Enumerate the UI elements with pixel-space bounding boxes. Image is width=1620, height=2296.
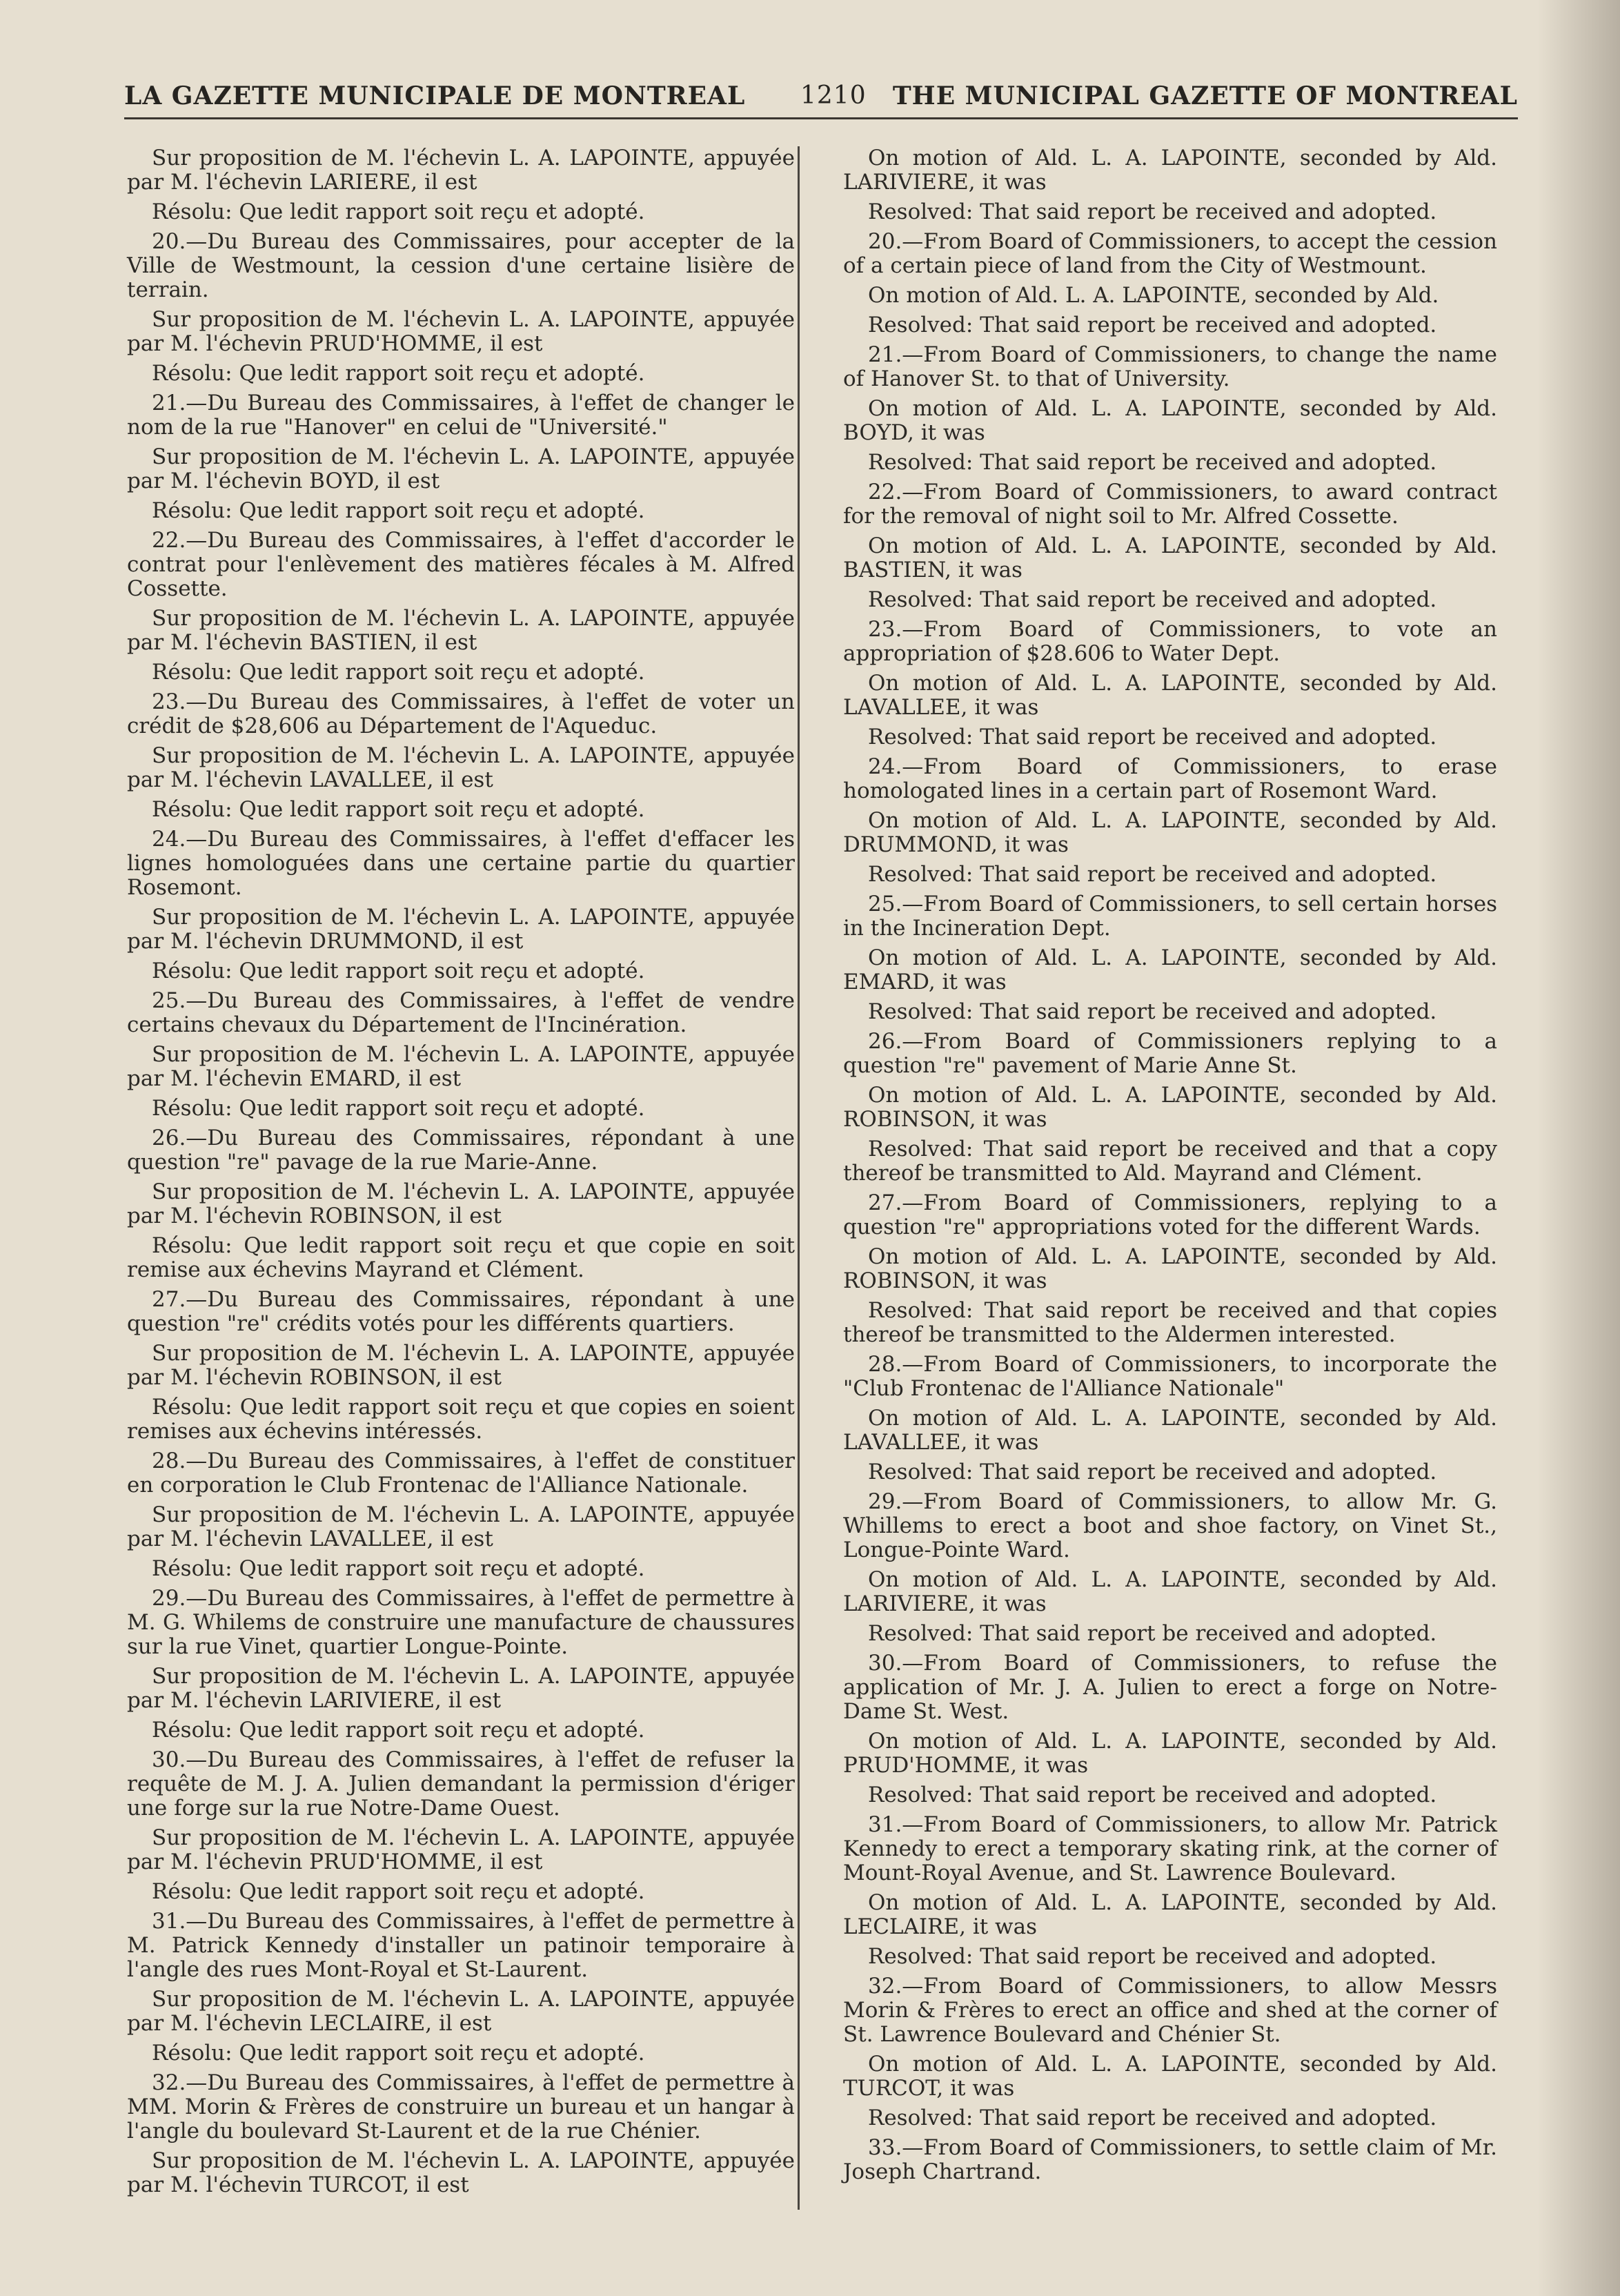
english-paragraph: 30.—From Board of Commissioners, to refuse the application of Mr. J. A. Julien to erect a forge on Notre-Dame St. West. xyxy=(843,1651,1497,1724)
english-paragraph: 27.—From Board of Commissioners, replying to a question "re" appropriations voted for the different Wards. xyxy=(843,1190,1497,1239)
english-paragraph: Resolved: That said report be received and adopted. xyxy=(868,199,1437,224)
french-paragraph: Sur proposition de M. l'échevin L. A. LAPOINTE, appuyée par M. l'échevin LAVALLEE, il est xyxy=(127,1502,795,1551)
french-paragraph: 26.—Du Bureau des Commissaires, répondant à une question "re" pavage de la rue Marie-Anne. xyxy=(127,1126,795,1175)
french-paragraph: 22.—Du Bureau des Commissaires, à l'effet d'accorder le contrat pour l'enlèvement des matières fécales à M. Alfred Cossette. xyxy=(127,528,795,601)
english-paragraph: 23.—From Board of Commissioners, to vote an appropriation of $28.606 to Water Dept. xyxy=(843,617,1497,666)
french-paragraph: Résolu: Que ledit rapport soit reçu et que copie en soit remise aux échevins Mayrand et Clément. xyxy=(127,1233,795,1282)
english-paragraph: 32.—From Board of Commissioners, to allow Messrs Morin & Frères to erect an office and shed at the corner of St. Lawrence Boulevard and Chénier St. xyxy=(843,1974,1497,2047)
english-paragraph: On motion of Ald. L. A. LAPOINTE, seconded by Ald. DRUMMOND, it was xyxy=(843,808,1497,857)
page-number: 1210 xyxy=(800,81,867,110)
english-paragraph: On motion of Ald. L. A. LAPOINTE, seconded by Ald. EMARD, it was xyxy=(843,945,1497,994)
english-paragraph: On motion of Ald. L. A. LAPOINTE, seconded by Ald. BASTIEN, it was xyxy=(843,533,1497,582)
french-paragraph: 21.—Du Bureau des Commissaires, à l'effet de changer le nom de la rue "Hanover" en celui de "Université." xyxy=(127,391,795,440)
french-paragraph: Résolu: Que ledit rapport soit reçu et adopté. xyxy=(152,498,645,523)
french-paragraph: Résolu: Que ledit rapport soit reçu et adopté. xyxy=(152,797,645,822)
english-paragraph: On motion of Ald. L. A. LAPOINTE, seconded by Ald. LAVALLEE, it was xyxy=(843,671,1497,720)
french-column xyxy=(127,146,795,2203)
english-paragraph: Resolved: That said report be received and adopted. xyxy=(868,1944,1437,1969)
english-paragraph: On motion of Ald. L. A. LAPOINTE, seconded by Ald. ROBINSON, it was xyxy=(843,1083,1497,1132)
french-paragraph: Sur proposition de M. l'échevin L. A. LAPOINTE, appuyée par M. l'échevin LECLAIRE, il est xyxy=(127,1987,795,2036)
french-paragraph: Résolu: Que ledit rapport soit reçu et adopté. xyxy=(152,959,645,983)
english-paragraph: On motion of Ald. L. A. LAPOINTE, seconded by Ald. ROBINSON, it was xyxy=(843,1244,1497,1293)
french-paragraph: 24.—Du Bureau des Commissaires, à l'effet d'effacer les lignes homologuées dans une certaine partie du quartier Rosemont. xyxy=(127,827,795,900)
english-paragraph: Resolved: That said report be received and that a copy thereof be transmitted to Ald. Mayrand and Clément. xyxy=(843,1137,1497,1186)
english-paragraph: Resolved: That said report be received and adopted. xyxy=(868,313,1437,337)
french-paragraph: Résolu: Que ledit rapport soit reçu et adopté. xyxy=(152,1096,645,1121)
french-paragraph: 23.—Du Bureau des Commissaires, à l'effet de voter un crédit de $28,606 au Département de l'Aqueduc. xyxy=(127,689,795,738)
english-paragraph: Resolved: That said report be received and adopted. xyxy=(868,2106,1437,2130)
english-paragraph: 22.—From Board of Commissioners, to award contract for the removal of night soil to Mr. Alfred Cossette. xyxy=(843,480,1497,529)
french-paragraph: 28.—Du Bureau des Commissaires, à l'effet de constituer en corporation le Club Frontenac de l'Alliance Nationale. xyxy=(127,1449,795,1498)
page-edge-shadow xyxy=(1537,0,1620,2296)
english-paragraph: On motion of Ald. L. A. LAPOINTE, seconded by Ald. BOYD, it was xyxy=(843,396,1497,445)
english-paragraph: Resolved: That said report be received and adopted. xyxy=(868,587,1437,612)
column-divider xyxy=(798,146,800,2210)
french-paragraph: Sur proposition de M. l'échevin L. A. LAPOINTE, appuyée par M. l'échevin PRUD'HOMME, il est xyxy=(127,1825,795,1874)
english-paragraph: 20.—From Board of Commissioners, to accept the cession of a certain piece of land from the City of Westmount. xyxy=(843,229,1497,278)
english-paragraph: On motion of Ald. L. A. LAPOINTE, seconded by Ald. PRUD'HOMME, it was xyxy=(843,1729,1497,1778)
english-paragraph: On motion of Ald. L. A. LAPOINTE, seconded by Ald. xyxy=(868,283,1439,308)
english-paragraph: 26.—From Board of Commissioners replying to a question "re" pavement of Marie Anne St. xyxy=(843,1029,1497,1078)
french-paragraph: 32.—Du Bureau des Commissaires, à l'effet de permettre à MM. Morin & Frères de construire un bureau et un hangar à l'angle du boulevard St-Laurent et de la rue Chénier. xyxy=(127,2070,795,2143)
english-paragraph: 21.—From Board of Commissioners, to change the name of Hanover St. to that of University. xyxy=(843,342,1497,391)
english-paragraph: On motion of Ald. L. A. LAPOINTE, seconded by Ald. LARIVIERE, it was xyxy=(843,146,1497,195)
french-paragraph: Sur proposition de M. l'échevin L. A. LAPOINTE, appuyée par M. l'échevin LARIERE, il est xyxy=(127,146,795,195)
french-paragraph: Sur proposition de M. l'échevin L. A. LAPOINTE, appuyée par M. l'échevin LAVALLEE, il est xyxy=(127,743,795,792)
french-paragraph: 29.—Du Bureau des Commissaires, à l'effet de permettre à M. G. Whilems de construire une manufacture de chaussures sur la rue Vinet, quartier Longue-Pointe. xyxy=(127,1586,795,1659)
french-paragraph: Résolu: Que ledit rapport soit reçu et adopté. xyxy=(152,1718,645,1743)
english-paragraph: On motion of Ald. L. A. LAPOINTE, seconded by Ald. LARIVIERE, it was xyxy=(843,1567,1497,1616)
english-paragraph: 24.—From Board of Commissioners, to erase homologated lines in a certain part of Rosemont Ward. xyxy=(843,754,1497,803)
french-paragraph: Résolu: Que ledit rapport soit reçu et que copies en soient remises aux échevins intéressés. xyxy=(127,1395,795,1444)
english-paragraph: On motion of Ald. L. A. LAPOINTE, seconded by Ald. LECLAIRE, it was xyxy=(843,1890,1497,1939)
french-paragraph: 30.—Du Bureau des Commissaires, à l'effet de refuser la requête de M. J. A. Julien demandant la permission d'ériger une forge sur la rue Notre-Dame Ouest. xyxy=(127,1747,795,1821)
french-paragraph: 31.—Du Bureau des Commissaires, à l'effet de permettre à M. Patrick Kennedy d'installer un patinoir temporaire à l'angle des rues Mont-Royal et St-Laurent. xyxy=(127,1909,795,1982)
french-paragraph: Sur proposition de M. l'échevin L. A. LAPOINTE, appuyée par M. l'échevin EMARD, il est xyxy=(127,1042,795,1091)
french-paragraph: 27.—Du Bureau des Commissaires, répondant à une question "re" crédits votés pour les différents quartiers. xyxy=(127,1287,795,1336)
english-column xyxy=(843,146,1497,2190)
page-header xyxy=(124,81,1518,123)
header-french-title: LA GAZETTE MUNICIPALE DE MONTREAL xyxy=(124,81,746,110)
english-paragraph: Resolved: That said report be received and that copies thereof be transmitted to the Aldermen interested. xyxy=(843,1298,1497,1347)
english-paragraph: 28.—From Board of Commissioners, to incorporate the "Club Frontenac de l'Alliance Nationale" xyxy=(843,1352,1497,1401)
header-rule xyxy=(124,117,1518,119)
english-paragraph: Resolved: That said report be received and adopted. xyxy=(868,1621,1437,1646)
english-paragraph: Resolved: That said report be received and adopted. xyxy=(868,1783,1437,1807)
french-paragraph: Sur proposition de M. l'échevin L. A. LAPOINTE, appuyée par M. l'échevin BOYD, il est xyxy=(127,444,795,493)
french-paragraph: Résolu: Que ledit rapport soit reçu et adopté. xyxy=(152,1879,645,1904)
french-paragraph: Résolu: Que ledit rapport soit reçu et adopté. xyxy=(152,361,645,386)
english-paragraph: 29.—From Board of Commissioners, to allow Mr. G. Whillems to erect a boot and shoe factory, on Vinet St., Longue-Pointe Ward. xyxy=(843,1489,1497,1562)
french-paragraph: Sur proposition de M. l'échevin L. A. LAPOINTE, appuyée par M. l'échevin TURCOT, il est xyxy=(127,2148,795,2197)
french-paragraph: Sur proposition de M. l'échevin L. A. LAPOINTE, appuyée par M. l'échevin BASTIEN, il est xyxy=(127,606,795,655)
english-paragraph: Resolved: That said report be received and adopted. xyxy=(868,450,1437,475)
english-paragraph: On motion of Ald. L. A. LAPOINTE, seconded by Ald. TURCOT, it was xyxy=(843,2052,1497,2101)
french-paragraph: Sur proposition de M. l'échevin L. A. LAPOINTE, appuyée par M. l'échevin LARIVIERE, il est xyxy=(127,1664,795,1713)
french-paragraph: Résolu: Que ledit rapport soit reçu et adopté. xyxy=(152,2041,645,2066)
english-paragraph: Resolved: That said report be received and adopted. xyxy=(868,725,1437,749)
french-paragraph: Sur proposition de M. l'échevin L. A. LAPOINTE, appuyée par M. l'échevin ROBINSON, il est xyxy=(127,1341,795,1390)
english-paragraph: 25.—From Board of Commissioners, to sell certain horses in the Incineration Dept. xyxy=(843,892,1497,941)
french-paragraph: 25.—Du Bureau des Commissaires, à l'effet de vendre certains chevaux du Département de l'Incinération. xyxy=(127,988,795,1037)
header-english-title: THE MUNICIPAL GAZETTE OF MONTREAL xyxy=(892,81,1518,110)
english-paragraph: Resolved: That said report be received and adopted. xyxy=(868,999,1437,1024)
french-paragraph: Résolu: Que ledit rapport soit reçu et adopté. xyxy=(152,660,645,685)
french-paragraph: 20.—Du Bureau des Commissaires, pour accepter de la Ville de Westmount, la cession d'une certaine lisière de terrain. xyxy=(127,229,795,302)
english-paragraph: On motion of Ald. L. A. LAPOINTE, seconded by Ald. LAVALLEE, it was xyxy=(843,1406,1497,1455)
english-paragraph: 33.—From Board of Commissioners, to settle claim of Mr. Joseph Chartrand. xyxy=(843,2135,1497,2184)
french-paragraph: Sur proposition de M. l'échevin L. A. LAPOINTE, appuyée par M. l'échevin ROBINSON, il est xyxy=(127,1179,795,1228)
french-paragraph: Sur proposition de M. l'échevin L. A. LAPOINTE, appuyée par M. l'échevin DRUMMOND, il est xyxy=(127,905,795,954)
english-paragraph: 31.—From Board of Commissioners, to allow Mr. Patrick Kennedy to erect a temporary skating rink, at the corner of Mount-Royal Avenue, and St. Lawrence Boulevard. xyxy=(843,1812,1497,1885)
french-paragraph: Résolu: Que ledit rapport soit reçu et adopté. xyxy=(152,199,645,224)
english-paragraph: Resolved: That said report be received and adopted. xyxy=(868,1460,1437,1484)
english-paragraph: Resolved: That said report be received and adopted. xyxy=(868,862,1437,887)
french-paragraph: Sur proposition de M. l'échevin L. A. LAPOINTE, appuyée par M. l'échevin PRUD'HOMME, il est xyxy=(127,307,795,356)
french-paragraph: Résolu: Que ledit rapport soit reçu et adopté. xyxy=(152,1556,645,1581)
